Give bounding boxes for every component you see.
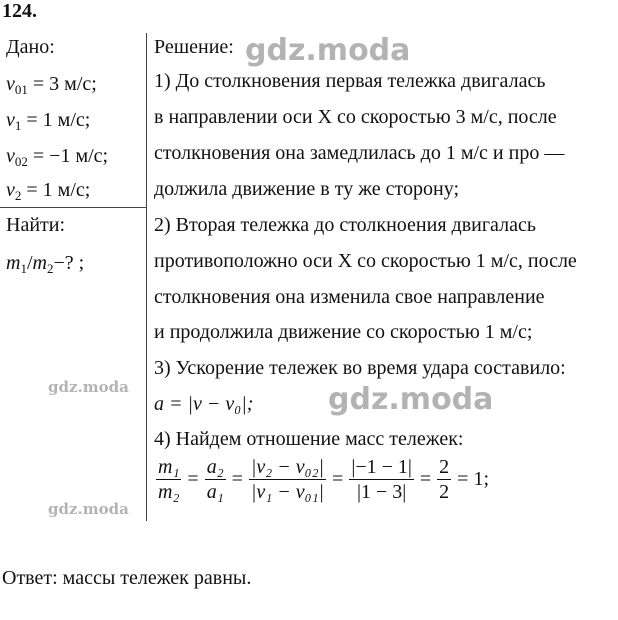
- given-var: v: [6, 73, 15, 95]
- watermark-logo: gdz.moda: [328, 382, 494, 417]
- solution-line-1: 1) До столкновения первая тележка двигалась: [154, 70, 546, 92]
- column-divider: [146, 33, 147, 521]
- fraction-m1-m2: [156, 455, 181, 504]
- solution-line-4: должила движение в ту же сторону;: [154, 178, 460, 200]
- find-sub1: 1: [20, 261, 27, 276]
- given-sub: 1: [14, 118, 22, 133]
- given-value: = −1 м/с;: [27, 145, 109, 167]
- answer-text: Ответ: массы тележек равны.: [2, 567, 252, 589]
- find-expression: [6, 251, 84, 281]
- find-tail: −? ;: [53, 252, 85, 274]
- solution-line-9: 3) Ускорение тележек во время удара составило:: [154, 357, 566, 379]
- given-value: = 3 м/с;: [27, 73, 97, 95]
- fraction-numerator: 2: [439, 456, 450, 478]
- solution-line-10: a = |v − v₀|;: [154, 393, 254, 415]
- given-row-v1: [6, 108, 90, 138]
- solution-line-3: столкновения она замедлилась до 1 м/с и про —: [154, 142, 565, 164]
- fraction-numerator: |−1 − 1|: [351, 456, 412, 478]
- find-m2: m: [32, 252, 47, 274]
- mass-ratio-formula: $\frac{\text{m₁}}{\text{m₂}}$ = $\frac{\text{a₂}}{\text{a₁}}$ = $\frac{\text{|v₂ − v₀₂|}}{\text{|v₁ − v₀₁|}}$ = $\frac{|-1 - 1|}{|1 - 3|}$ = $\frac{2}{2}$ = 1;: [154, 455, 493, 504]
- watermark-logo: gdz.moda: [48, 500, 129, 518]
- solution-line-7: столкновения она изменила свое направление: [154, 286, 545, 308]
- given-sub: 01: [14, 82, 28, 97]
- fraction-denominator: m₂: [158, 481, 180, 503]
- find-m1: m: [6, 252, 21, 274]
- fraction-denominator: |v₁ − v₀₁|: [250, 481, 325, 503]
- solution-line-8: и продолжила движение со скоростью 1 м/с;: [154, 321, 533, 343]
- find-slash: /: [26, 252, 33, 274]
- fraction-denominator: 2: [439, 481, 450, 503]
- given-row-v2: [6, 178, 90, 208]
- fraction-numbers: [349, 455, 414, 504]
- solution-header: Решение:: [154, 36, 234, 58]
- given-value: = 1 м/с;: [21, 109, 91, 131]
- fraction-numerator: a₂: [206, 456, 224, 478]
- given-sub: 02: [14, 154, 28, 169]
- given-row-v01: [6, 72, 97, 102]
- find-sub2: 2: [46, 261, 54, 276]
- fraction-two-two: [437, 455, 451, 504]
- fraction-velocities: [249, 455, 326, 504]
- fraction-denominator: |1 − 3|: [356, 481, 407, 503]
- solution-line-2: в направлении оси X со скоростью 3 м/с, после: [154, 106, 557, 128]
- formula-result: = 1;: [457, 468, 490, 490]
- fraction-a2-a1: [205, 455, 226, 504]
- solution-line-11: 4) Найдем отношение масс тележек:: [154, 428, 464, 450]
- fraction-numerator: m₁: [158, 456, 180, 478]
- given-header: Дано:: [6, 36, 55, 58]
- find-header: Найти:: [6, 214, 66, 236]
- problem-number: 124.: [2, 0, 37, 22]
- given-var: v: [6, 109, 15, 131]
- given-row-v02: [6, 144, 108, 174]
- watermark-logo: gdz.moda: [48, 378, 129, 396]
- watermark-logo: gdz.moda: [245, 33, 411, 68]
- solution-line-6: противоположно оси X со скоростью 1 м/с, после: [154, 250, 577, 272]
- given-sub: 2: [14, 188, 22, 203]
- solution-line-5: 2) Вторая тележка до столкноения двигалась: [154, 214, 536, 236]
- fraction-numerator: |v₂ − v₀₂|: [250, 456, 325, 478]
- fraction-denominator: a₁: [206, 481, 224, 503]
- given-value: = 1 м/с;: [21, 179, 91, 201]
- given-var: v: [6, 179, 15, 201]
- given-var: v: [6, 145, 15, 167]
